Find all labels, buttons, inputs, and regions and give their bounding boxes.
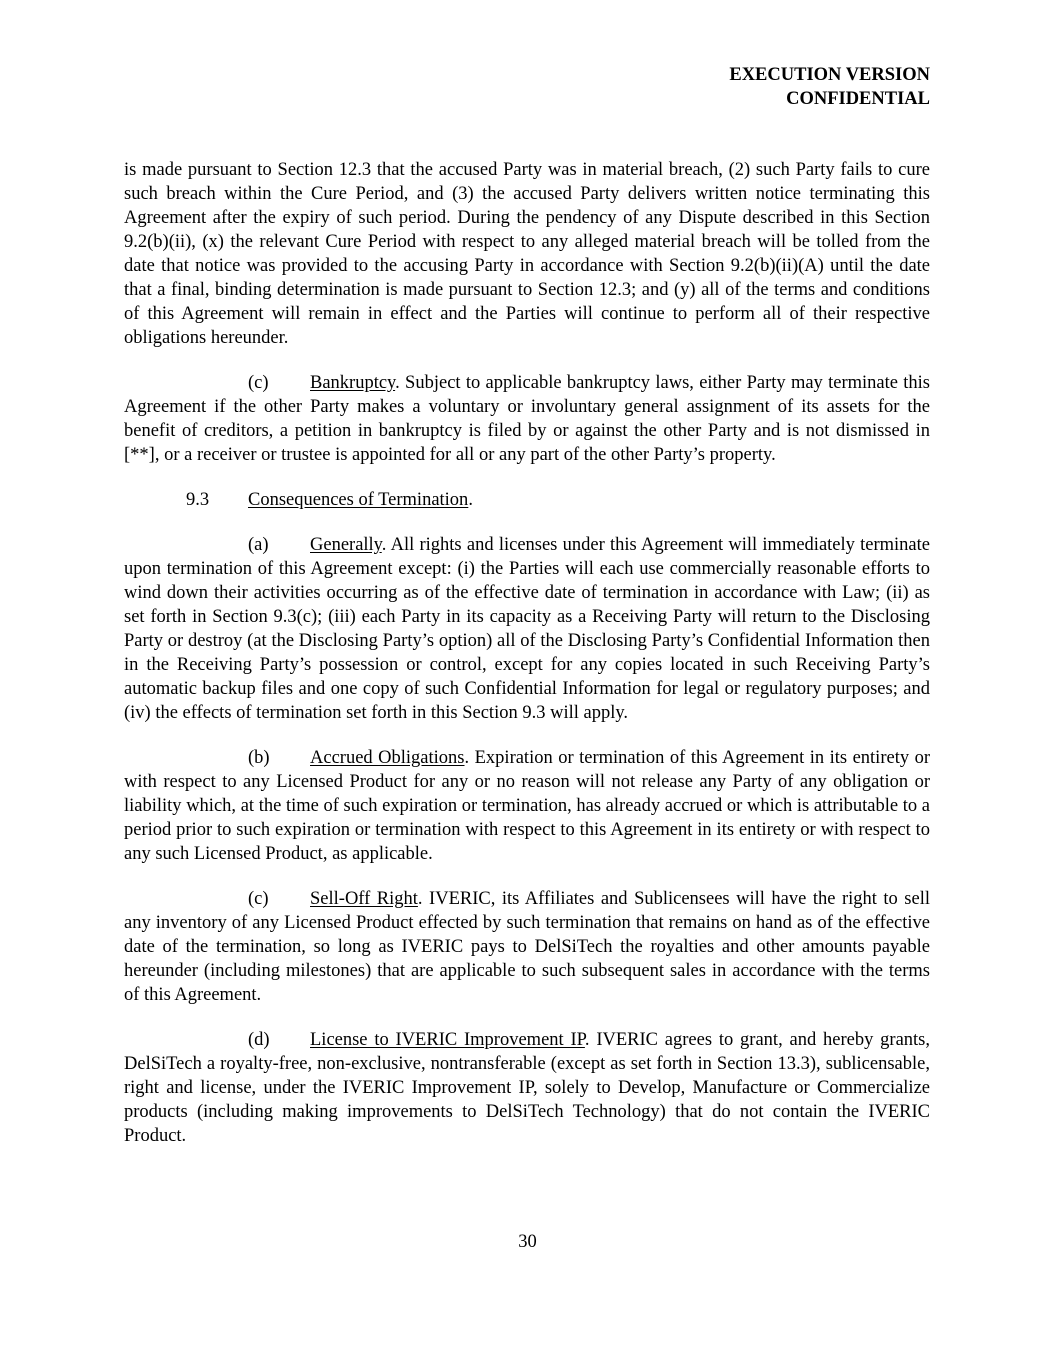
- page-number: 30: [518, 1232, 537, 1252]
- clause-text: . IVERIC, its Affiliates and Sublicensees will have the right to sell any inventory of any Licensed Product effected by such termination that remains on hand as of the effective date of the termination, so long as IVERIC pays to DelSiTech the royalties and other amounts payable hereunder (including milestones) that are applicable to such subsequent sales in accordance with the terms of this Agreement.: [124, 889, 930, 1005]
- clause-text: . IVERIC agrees to grant, and hereby grants, DelSiTech a royalty-free, non-exclusive, nontransferable (except as set forth in Section 13.3), sublicensable, right and license, under the IVERIC Improvement IP, solely to Develop, Manufacture or Commercialize products (including making improvements to DelSiTech Technology) that do not contain the IVERIC Product.: [124, 1030, 931, 1146]
- section-number: 9.3: [186, 490, 210, 510]
- execution-version-label: EXECUTION VERSION: [729, 65, 930, 85]
- bankruptcy-paragraph: [124, 371, 930, 467]
- clause-title: Bankruptcy: [310, 373, 396, 393]
- clause-marker: (a): [248, 535, 269, 555]
- clause-title: Generally: [310, 535, 382, 555]
- clause-marker: (b): [248, 748, 270, 768]
- clause-marker: (c): [248, 373, 269, 393]
- license-improvement-ip-paragraph: [124, 1028, 930, 1148]
- section-heading-9-3: [124, 488, 930, 512]
- clause-marker: (c): [248, 889, 269, 909]
- document-header: [729, 63, 930, 111]
- clause-marker: (d): [248, 1030, 270, 1050]
- generally-paragraph: [124, 533, 930, 725]
- continuation-paragraph: is made pursuant to Section 12.3 that the accused Party was in material breach, (2) such Party fails to cure such breach within the Cure Period, and (3) the accused Party delivers written notice terminating this Agreement after the expiry of such period. During the pendency of any Dispute described in this Section 9.2(b)(ii), (x) the relevant Cure Period with respect to any alleged material breach will be tolled from the date that notice was provided to the accusing Party in accordance with Section 9.2(b)(ii)(A) until the date that a final, binding determination is made pursuant to Section 12.3; and (y) all of the terms and conditions of this Agreement will remain in effect and the Parties will continue to perform all of their respective obligations hereunder.: [124, 160, 930, 348]
- sell-off-right-paragraph: [124, 887, 930, 1007]
- confidential-label: CONFIDENTIAL: [786, 89, 930, 109]
- clause-title: Sell-Off Right: [310, 889, 418, 909]
- clause-title: License to IVERIC Improvement IP: [310, 1030, 585, 1050]
- clause-text: . Subject to applicable bankruptcy laws, either Party may terminate this Agreement if the other Party makes a voluntary or involuntary general assignment of its assets for the benefit of creditors, a petition in bankruptcy is filed by or against the other Party and is not dismissed in [**], or a receiver or trustee is appointed for all or any part of the other Party’s property.: [124, 373, 930, 465]
- clause-text: . Expiration or termination of this Agreement in its entirety or with respect to any Licensed Product for any or no reason will not release any Party of any obligation or liability which, at the time of such expiration or termination, has already accrued or which is attributable to a period prior to such expiration or termination with respect to this Agreement in its entirety or with respect to any such Licensed Product, as applicable.: [124, 748, 930, 864]
- clause-text: . All rights and licenses under this Agreement will immediately terminate upon termination of this Agreement except: (i) the Parties will each use commercially reasonable efforts to wind down their activities occurring as of the effective date of termination in accordance with Law; (ii) as set forth in Section 9.3(c); (iii) each Party in its capacity as a Receiving Party will return to the Disclosing Party or destroy (at the Disclosing Party’s option) all of the Disclosing Party’s Confidential Information then in the Receiving Party’s possession or control, except for any copies located in such Receiving Party’s automatic backup files and one copy of such Confidential Information for legal or regulatory purposes; and (iv) the effects of termination set forth in this Section 9.3 will apply.: [124, 535, 930, 723]
- document-body: [124, 158, 930, 1169]
- accrued-obligations-paragraph: [124, 746, 930, 866]
- section-title: Consequences of Termination: [248, 490, 469, 510]
- clause-title: Accrued Obligations: [310, 748, 465, 768]
- section-title-suffix: .: [468, 490, 473, 510]
